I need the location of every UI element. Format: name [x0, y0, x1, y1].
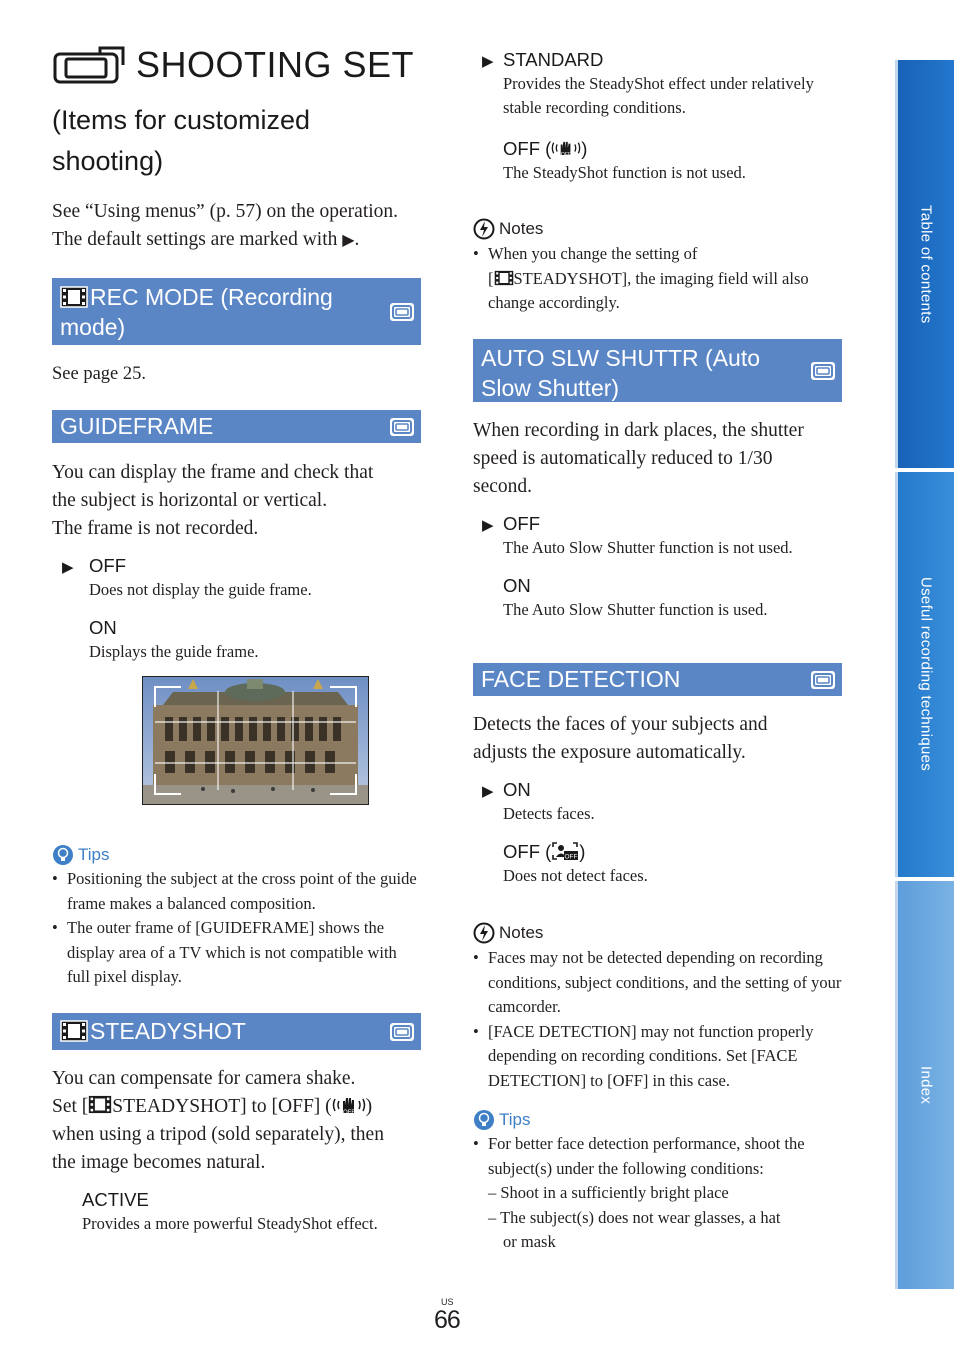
face-detection-tips-list: [473, 1132, 848, 1255]
list-item: • For better face detection performance, shoot the subject(s) under the following conditions: – Shoot in a sufficiently bright place – The subject(s) does not wear glasses, a hat or mask: [473, 1132, 848, 1255]
face-detection-option-off: OFF ( OFF ) Does not detect faces.: [503, 841, 648, 885]
section-title-steadyshot: STEADYSHOT: [90, 1018, 246, 1044]
page-title-row: [52, 44, 414, 86]
section-header-face-detection: [473, 663, 842, 696]
rec-mode-body: See page 25.: [52, 364, 147, 384]
steadyshot-off-icon: [551, 138, 581, 158]
face-detection-off-icon: [551, 841, 579, 861]
face-detection-notes-list: [473, 946, 845, 1093]
face-detection-notes-header: Notes: [473, 922, 543, 944]
guide-frame-example-image: [142, 676, 369, 805]
steadyshot-option-standard: STANDARD Provides the SteadyShot effect under relatively stable recording conditions.: [503, 49, 814, 117]
camera-mode-icon: [389, 302, 415, 322]
steadyshot-body: You can compensate for camera shake. Set [ STEADYSHOT] to [OFF] ( OFF ) when using a tripod (sold separately), then the image becomes natural.: [52, 1068, 384, 1173]
steadyshot-off-icon: [332, 1095, 366, 1115]
steadyshot-notes-header: Notes: [473, 218, 543, 240]
film-icon: [60, 286, 88, 308]
steadyshot-option-active: ACTIVE Provides a more powerful SteadyShot effect.: [82, 1189, 378, 1233]
side-tab-table-of-contents[interactable]: Table of contents: [895, 60, 954, 468]
guideframe-tips-header: Tips: [52, 844, 110, 866]
section-title-guideframe: GUIDEFRAME: [60, 413, 214, 439]
intro-text: [52, 198, 432, 255]
auto-slow-body: When recording in dark places, the shutter speed is automatically reduced to 1/30 second.: [473, 420, 804, 497]
svg-text:OFF: OFF: [564, 853, 578, 861]
list-item: • When you change the setting of [ STEADYSHOT], the imaging field will also change accordingly.: [473, 242, 843, 316]
steadyshot-option-off: OFF ( OFF ) The SteadyShot function is not used.: [503, 138, 746, 182]
page-number: 66: [434, 1306, 460, 1334]
default-marker-icon: ▶: [62, 560, 74, 576]
opera-house-illustration: [143, 677, 368, 804]
section-header-steadyshot: [52, 1013, 421, 1050]
section-title-rec-mode: REC MODE (Recording mode): [60, 284, 333, 340]
steadyshot-notes-list: [473, 242, 843, 316]
section-header-guideframe: [52, 410, 421, 443]
auto-slow-option-off: OFF The Auto Slow Shutter function is not used.: [503, 513, 793, 557]
sub-list-item: – Shoot in a sufficiently bright place: [488, 1183, 729, 1202]
auto-slow-option-on: ON The Auto Slow Shutter function is used.: [503, 575, 768, 619]
camera-mode-icon: [389, 417, 415, 437]
guideframe-option-on: ON Displays the guide frame.: [89, 617, 259, 661]
face-detection-option-on: ON Detects faces.: [503, 779, 595, 823]
default-marker-icon: ▶: [482, 784, 494, 800]
svg-text:OFF: OFF: [342, 1110, 355, 1115]
lightbulb-icon: [473, 1109, 495, 1131]
list-item: • Faces may not be detected depending on recording conditions, subject conditions, and the setting of your camcorder.: [473, 946, 845, 1020]
sub-list-item: or mask: [503, 1232, 556, 1251]
camera-mode-icon: [810, 670, 836, 690]
page-region: US: [441, 1297, 454, 1307]
list-item: • [FACE DETECTION] may not function properly depending on recording conditions. Set [FACE DETECTION] to [OFF] in this case.: [473, 1020, 845, 1094]
intro-line-1: See “Using menus” (p. 57) on the operation.: [52, 201, 399, 222]
default-marker-icon: ▶: [482, 54, 494, 70]
list-item: • The outer frame of [GUIDEFRAME] shows the display area of a TV which is not compatible with full pixel display.: [52, 916, 422, 990]
warning-icon: [473, 218, 495, 240]
film-icon: [88, 1095, 112, 1114]
sub-list-item: – The subject(s) does not wear glasses, a hat: [488, 1207, 781, 1227]
page-subtitle: (Items for customized shooting): [52, 105, 311, 176]
camera-mode-icon: [52, 45, 126, 85]
camera-mode-icon: [810, 361, 836, 381]
face-detection-body: Detects the faces of your subjects and adjusts the exposure automatically.: [473, 714, 768, 763]
default-marker-icon: ▶: [342, 232, 355, 249]
side-tab-index[interactable]: Index: [895, 881, 954, 1289]
lightbulb-icon: [52, 844, 74, 866]
guideframe-body: You can display the frame and check that the subject is horizontal or vertical. The frame is not recorded.: [52, 462, 374, 539]
film-icon: [60, 1020, 88, 1042]
film-icon: [494, 270, 514, 286]
side-tab-useful-recording-techniques[interactable]: Useful recording techniques: [895, 472, 954, 877]
list-item: • Positioning the subject at the cross point of the guide frame makes a balanced composition.: [52, 867, 422, 916]
guideframe-tips-list: [52, 867, 422, 990]
section-title-auto-slow-shutter: AUTO SLW SHUTTR (Auto Slow Shutter): [481, 345, 761, 401]
camera-mode-icon: [389, 1022, 415, 1042]
warning-icon: [473, 922, 495, 944]
svg-text:OFF: OFF: [561, 151, 572, 158]
page-title: SHOOTING SET: [136, 44, 415, 85]
intro-line-2: The default settings are marked with ▶.: [52, 229, 360, 250]
section-title-face-detection: FACE DETECTION: [481, 666, 681, 692]
default-marker-icon: ▶: [482, 518, 494, 534]
section-header-auto-slow-shutter: [473, 339, 842, 402]
face-detection-tips-header: Tips: [473, 1109, 531, 1131]
section-header-rec-mode: [52, 278, 421, 345]
guideframe-option-off: OFF Does not display the guide frame.: [89, 555, 312, 599]
